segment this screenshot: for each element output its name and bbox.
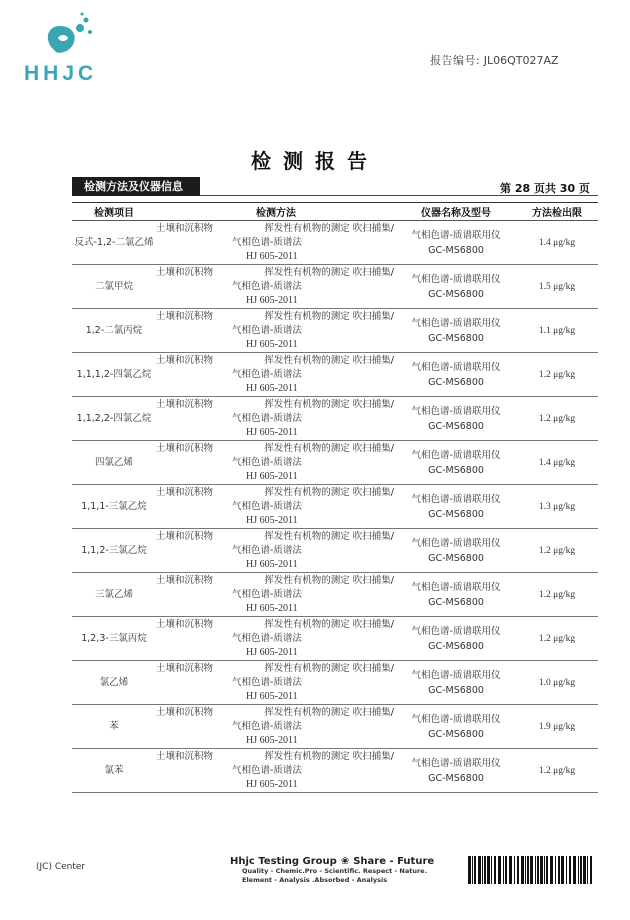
row-item: 氯苯 <box>72 749 156 793</box>
method-matrix: 土壤和沉积物 <box>156 310 214 322</box>
row-instrument <box>396 353 516 397</box>
footer-tagline-1: Quality - Chemic.Pro - Scientific. Respect - Nature. <box>242 867 428 875</box>
method-line2: 气相色谱-质谱法 <box>232 324 302 336</box>
header-method: 检测方法 <box>156 203 396 221</box>
instrument-name: 气相色谱-质谱联用仪 <box>411 669 501 681</box>
row-item: 二氯甲烷 <box>72 265 156 309</box>
row-limit: 1.4 μg/kg <box>516 441 598 485</box>
method-matrix: 土壤和沉积物 <box>156 662 214 674</box>
method-standard: HJ 605-2011 <box>246 338 298 350</box>
method-line2: 气相色谱-质谱法 <box>232 368 302 380</box>
instrument-model: GC-MS6800 <box>428 552 484 564</box>
row-item: 氯乙烯 <box>72 661 156 705</box>
page-title: 检测报告 <box>251 149 379 173</box>
row-item: 反式-1,2-二氯乙烯 <box>72 221 156 265</box>
instrument-model: GC-MS6800 <box>428 684 484 696</box>
row-method <box>156 441 396 485</box>
method-standard: HJ 605-2011 <box>246 426 298 438</box>
row-item: 三氯乙烯 <box>72 573 156 617</box>
footer-center-label: (JC) Center <box>36 862 86 872</box>
method-line2: 气相色谱-质谱法 <box>232 676 302 688</box>
row-limit: 1.2 μg/kg <box>516 749 598 793</box>
row-item: 四氯乙烯 <box>72 441 156 485</box>
table-row <box>72 441 598 485</box>
row-method <box>156 353 396 397</box>
instrument-model: GC-MS6800 <box>428 376 484 388</box>
row-limit: 1.2 μg/kg <box>516 397 598 441</box>
instrument-model: GC-MS6800 <box>428 244 484 256</box>
method-line1: 挥发性有机物的测定 吹扫捕集/ <box>264 354 394 366</box>
row-method <box>156 485 396 529</box>
row-instrument <box>396 441 516 485</box>
method-standard: HJ 605-2011 <box>246 382 298 394</box>
footer-tagline-2: Element - Analysis .Absorbed - Analysis <box>242 876 388 884</box>
footer-brand <box>230 856 440 885</box>
report-number-value: JL06QT027AZ <box>483 54 559 67</box>
instrument-model: GC-MS6800 <box>428 640 484 652</box>
row-method <box>156 705 396 749</box>
method-matrix: 土壤和沉积物 <box>156 354 214 366</box>
method-line1: 挥发性有机物的测定 吹扫捕集/ <box>264 750 394 762</box>
method-matrix: 土壤和沉积物 <box>156 222 214 234</box>
instrument-model: GC-MS6800 <box>428 332 484 344</box>
row-instrument <box>396 309 516 353</box>
method-matrix: 土壤和沉积物 <box>156 618 214 630</box>
row-instrument <box>396 573 516 617</box>
table-row <box>72 529 598 573</box>
method-line2: 气相色谱-质谱法 <box>232 588 302 600</box>
method-line2: 气相色谱-质谱法 <box>232 280 302 292</box>
row-method <box>156 661 396 705</box>
method-standard: HJ 605-2011 <box>246 470 298 482</box>
instrument-model: GC-MS6800 <box>428 288 484 300</box>
footer-brand-slogan: Share - Future <box>353 856 435 867</box>
method-line2: 气相色谱-质谱法 <box>232 412 302 424</box>
table-row <box>72 265 598 309</box>
method-matrix: 土壤和沉积物 <box>156 486 214 498</box>
instrument-name: 气相色谱-质谱联用仪 <box>411 493 501 505</box>
method-line1: 挥发性有机物的测定 吹扫捕集/ <box>264 222 394 234</box>
row-item: 苯 <box>72 705 156 749</box>
method-line2: 气相色谱-质谱法 <box>232 720 302 732</box>
method-matrix: 土壤和沉积物 <box>156 530 214 542</box>
method-matrix: 土壤和沉积物 <box>156 398 214 410</box>
method-line2: 气相色谱-质谱法 <box>232 236 302 248</box>
method-standard: HJ 605-2011 <box>246 646 298 658</box>
method-line1: 挥发性有机物的测定 吹扫捕集/ <box>264 574 394 586</box>
row-limit: 1.2 μg/kg <box>516 353 598 397</box>
method-line1: 挥发性有机物的测定 吹扫捕集/ <box>264 310 394 322</box>
instrument-name: 气相色谱-质谱联用仪 <box>411 405 501 417</box>
row-limit: 1.2 μg/kg <box>516 617 598 661</box>
method-standard: HJ 605-2011 <box>246 514 298 526</box>
row-method <box>156 529 396 573</box>
method-line1: 挥发性有机物的测定 吹扫捕集/ <box>264 266 394 278</box>
row-limit: 1.4 μg/kg <box>516 221 598 265</box>
row-limit: 1.2 μg/kg <box>516 529 598 573</box>
instrument-name: 气相色谱-质谱联用仪 <box>411 757 501 769</box>
method-line1: 挥发性有机物的测定 吹扫捕集/ <box>264 662 394 674</box>
instrument-name: 气相色谱-质谱联用仪 <box>411 581 501 593</box>
method-line1: 挥发性有机物的测定 吹扫捕集/ <box>264 398 394 410</box>
table-header-row <box>72 203 598 221</box>
table-row <box>72 617 598 661</box>
instrument-name: 气相色谱-质谱联用仪 <box>411 361 501 373</box>
instrument-name: 气相色谱-质谱联用仪 <box>411 537 501 549</box>
row-method <box>156 617 396 661</box>
table-row <box>72 353 598 397</box>
logo-text: HHJC <box>24 62 98 85</box>
instrument-model: GC-MS6800 <box>428 772 484 784</box>
method-standard: HJ 605-2011 <box>246 778 298 790</box>
method-standard: HJ 605-2011 <box>246 250 298 262</box>
report-number <box>430 52 559 68</box>
method-line1: 挥发性有机物的测定 吹扫捕集/ <box>264 486 394 498</box>
row-instrument <box>396 705 516 749</box>
method-standard: HJ 605-2011 <box>246 602 298 614</box>
row-item: 1,1,1,2-四氯乙烷 <box>72 353 156 397</box>
table-row <box>72 573 598 617</box>
instrument-name: 气相色谱-质谱联用仪 <box>411 273 501 285</box>
section-title: 检测方法及仪器信息 <box>72 177 200 196</box>
method-standard: HJ 605-2011 <box>246 734 298 746</box>
row-method <box>156 265 396 309</box>
row-limit: 1.2 μg/kg <box>516 573 598 617</box>
method-standard: HJ 605-2011 <box>246 294 298 306</box>
method-standard: HJ 605-2011 <box>246 690 298 702</box>
method-line1: 挥发性有机物的测定 吹扫捕集/ <box>264 442 394 454</box>
flower-icon: ❀ <box>340 856 350 867</box>
report-number-label: 报告编号: <box>430 54 481 67</box>
table-row <box>72 221 598 265</box>
method-line2: 气相色谱-质谱法 <box>232 764 302 776</box>
header-limit: 方法检出限 <box>516 203 598 221</box>
instrument-model: GC-MS6800 <box>428 728 484 740</box>
table-row <box>72 397 598 441</box>
row-instrument <box>396 749 516 793</box>
header-instrument: 仪器名称及型号 <box>396 203 516 221</box>
table-row <box>72 661 598 705</box>
method-standard: HJ 605-2011 <box>246 558 298 570</box>
row-instrument <box>396 397 516 441</box>
method-line2: 气相色谱-质谱法 <box>232 456 302 468</box>
row-limit: 1.1 μg/kg <box>516 309 598 353</box>
method-line2: 气相色谱-质谱法 <box>232 632 302 644</box>
row-limit: 1.3 μg/kg <box>516 485 598 529</box>
row-instrument <box>396 661 516 705</box>
instrument-model: GC-MS6800 <box>428 464 484 476</box>
method-matrix: 土壤和沉积物 <box>156 442 214 454</box>
method-line2: 气相色谱-质谱法 <box>232 544 302 556</box>
method-matrix: 土壤和沉积物 <box>156 706 214 718</box>
row-instrument <box>396 617 516 661</box>
row-method <box>156 573 396 617</box>
method-table <box>72 202 598 793</box>
table-row <box>72 309 598 353</box>
row-limit: 1.0 μg/kg <box>516 661 598 705</box>
method-line2: 气相色谱-质谱法 <box>232 500 302 512</box>
instrument-name: 气相色谱-质谱联用仪 <box>411 449 501 461</box>
instrument-name: 气相色谱-质谱联用仪 <box>411 317 501 329</box>
instrument-model: GC-MS6800 <box>428 596 484 608</box>
method-line1: 挥发性有机物的测定 吹扫捕集/ <box>264 706 394 718</box>
table-row <box>72 705 598 749</box>
row-method <box>156 749 396 793</box>
instrument-name: 气相色谱-质谱联用仪 <box>411 625 501 637</box>
method-line1: 挥发性有机物的测定 吹扫捕集/ <box>264 530 394 542</box>
row-limit: 1.9 μg/kg <box>516 705 598 749</box>
row-item: 1,2,3-三氯丙烷 <box>72 617 156 661</box>
instrument-model: GC-MS6800 <box>428 508 484 520</box>
row-limit: 1.5 μg/kg <box>516 265 598 309</box>
barcode-icon <box>468 856 594 884</box>
row-instrument <box>396 529 516 573</box>
instrument-name: 气相色谱-质谱联用仪 <box>411 229 501 241</box>
row-instrument <box>396 221 516 265</box>
row-method <box>156 397 396 441</box>
footer-brand-name: Hhjc Testing Group <box>230 856 337 867</box>
table-row <box>72 749 598 793</box>
method-matrix: 土壤和沉积物 <box>156 750 214 762</box>
row-method <box>156 221 396 265</box>
row-instrument <box>396 265 516 309</box>
instrument-model: GC-MS6800 <box>428 420 484 432</box>
method-matrix: 土壤和沉积物 <box>156 574 214 586</box>
row-item: 1,1,2-三氯乙烷 <box>72 529 156 573</box>
header-item: 检测项目 <box>72 203 156 221</box>
method-matrix: 土壤和沉积物 <box>156 266 214 278</box>
method-line1: 挥发性有机物的测定 吹扫捕集/ <box>264 618 394 630</box>
row-item: 1,2-二氯丙烷 <box>72 309 156 353</box>
row-method <box>156 309 396 353</box>
instrument-name: 气相色谱-质谱联用仪 <box>411 713 501 725</box>
row-item: 1,1,1-三氯乙烷 <box>72 485 156 529</box>
page-info: 第 28 页共 30 页 <box>500 182 590 195</box>
row-instrument <box>396 485 516 529</box>
row-item: 1,1,2,2-四氯乙烷 <box>72 397 156 441</box>
table-row <box>72 485 598 529</box>
